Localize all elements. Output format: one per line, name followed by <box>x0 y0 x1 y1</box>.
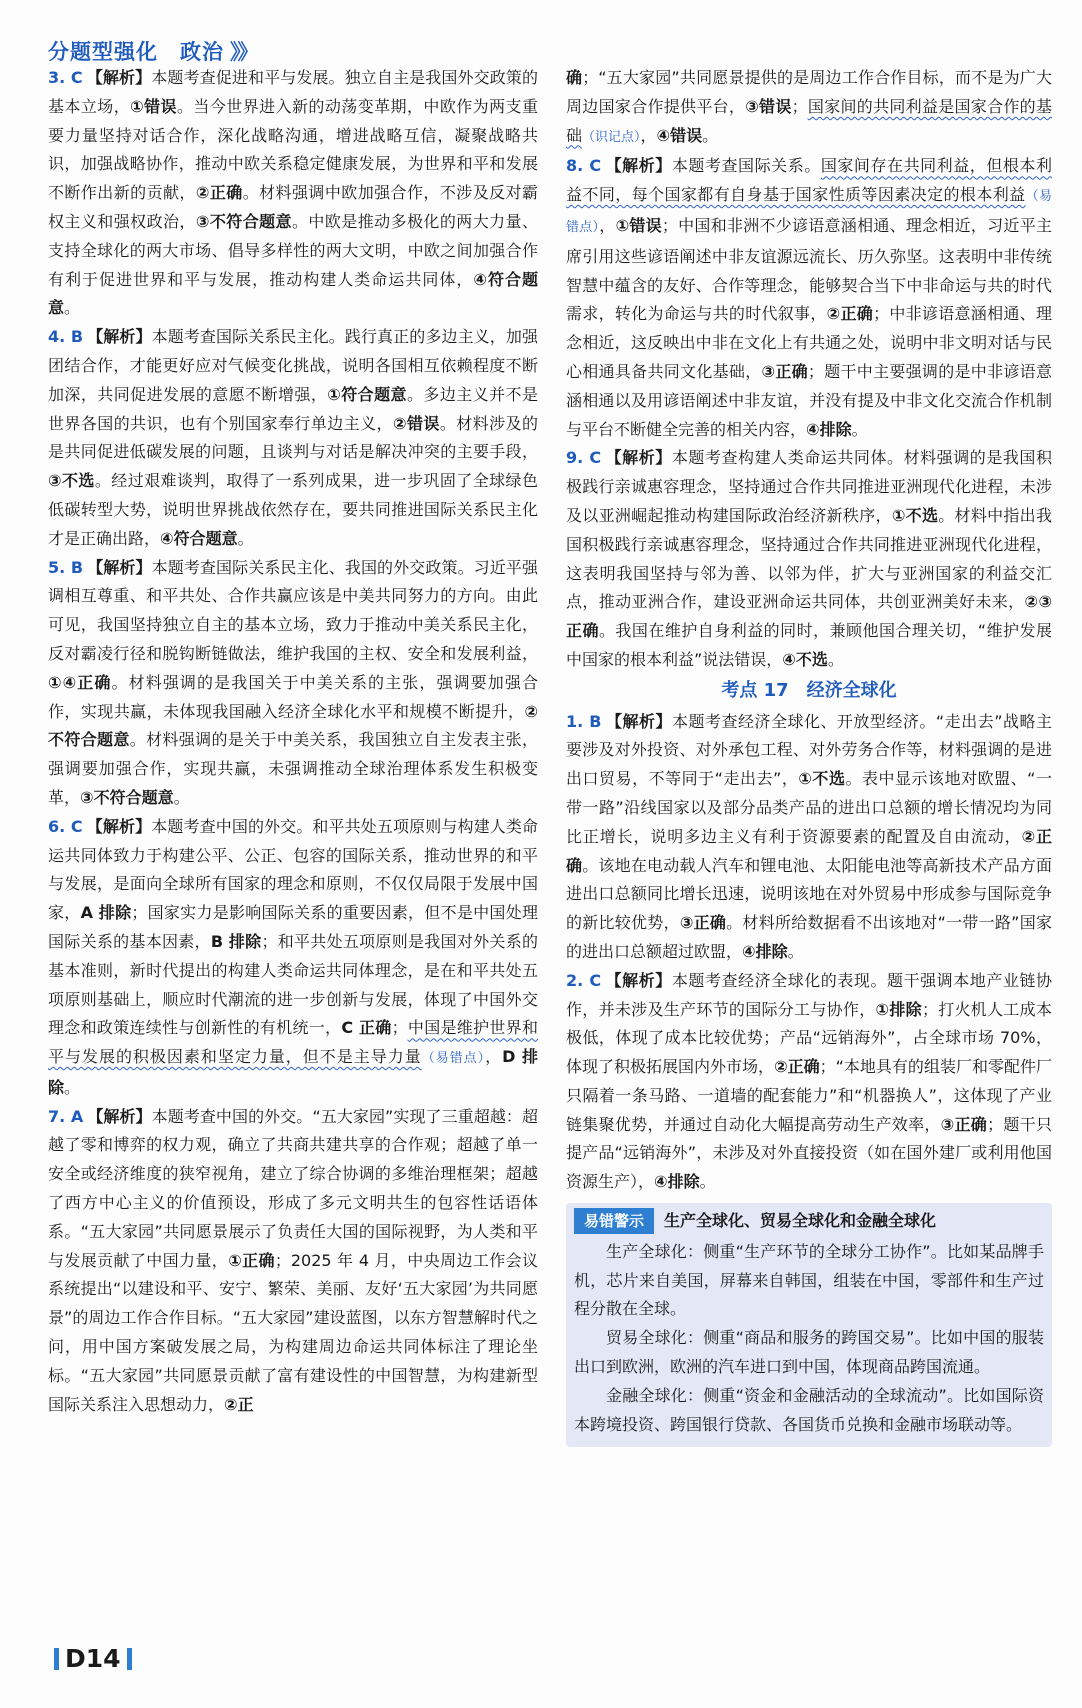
answer-text: ；中国和非洲不少谚语意涵相通、理念相近，习近平主席引用这些谚语阐述中非友谊源远流长、历久弥坚。这表明中非传统智慧中蕴含的友好、合作等理念，能够契合当下中非命运与共的时代需求，转化为命运与共的时代叙事， <box>566 215 1052 324</box>
answer-number: 5. B <box>48 557 84 577</box>
answer-text: 。经过艰难谈判，取得了一系列成果，进一步巩固了全球绿色低碳转型大势，说明世界挑战依然存在，要共同推进国际关系民主化才是正确出路， <box>48 471 538 548</box>
analysis-label: 【解析】 <box>605 711 672 731</box>
answer-text: 。 <box>237 528 254 548</box>
answer-text: ；2025 年 4 月，中央周边工作会议系统提出“以建设和平、安宁、繁荣、美丽、友好‘五大家园’为共同愿景”的周边工作合作目标。“五大家园”建设蓝图，以东方智慧解时代之问，用中国方案破发展之局，为构建周边命运共同体标注了理论坐标。“五大家园”共同愿景贡献了富有建设性的中国智慧，为构建新型国际关系注入思想动力， <box>48 1250 538 1414</box>
answer-text: ；和平共处五项原则是我国对外关系的基本准则，新时代提出的构建人类命运共同体理念，是在和平共处五项原则基础上，顺应时代潮流的进一步创新与发展，体现了中国外交理念和政策连续性与创新性的有机统一， <box>48 931 538 1038</box>
answer-text: 本题考查中国的外交。“五大家园”实现了三重超越：超越了零和博弈的权力观，确立了共商共建共享的合作观；超越了单一安全或经济维度的狭窄视角，建立了综合协调的多维治理框架；超越了西方中心主义的价值预设，形成了多元文明共生的包容性话语体系。“五大家园”共同愿景展示了负责任大国的国际视野，为人类和平与发展贡献了中国力量， <box>48 1106 538 1270</box>
answer-text: 。材料强调的是我国关于中美关系的主张，强调要加强合作，实现共赢，未体现我国融入经济全球化水平和规模不断提升， <box>48 672 538 721</box>
verdict: ④符合题意 <box>48 269 538 318</box>
verdict: 确 <box>566 68 583 87</box>
answer-text: 。材料涉及的是共同促进低碳发展的问题，且谈判与对话是解决冲突的主要手段， <box>48 413 538 462</box>
page-number: D14 <box>65 1644 121 1673</box>
answer-text: 本题考查国际关系民主化、我国的外交政策。习近平强调相互尊重、和平共处、合作共赢应该是中美共同努力的方向。由此可见，我国坚持独立自主的基本立场，致力于推动中美关系民主化，反对霸凌行径和脱钩断链做法，维护我国的主权、安全和发展利益， <box>48 557 538 663</box>
verdict: ②错误 <box>392 413 440 433</box>
answer-text: ； <box>391 1018 408 1038</box>
answer-text: ；中非谚语意涵相通、理念相近，这反映出中非在文化上有共通之处，说明中非文明对话与民心相通具备共同文化基础， <box>566 304 1052 381</box>
analysis-label: 【解析】 <box>86 816 152 836</box>
verdict: ④符合题意 <box>160 528 238 548</box>
answer-number: 8. C <box>566 156 602 176</box>
answer-item-4 <box>48 323 538 553</box>
verdict: A 排除 <box>80 903 132 923</box>
answer-text: 本题考查经济全球化、开放型经济。“走出去”战略主要涉及对外投资、对外承包工程、对外劳务合作等，材料强调的是进出口贸易，不等同于“走出去”， <box>566 711 1052 789</box>
answer-number: 7. A <box>48 1106 84 1126</box>
right-column <box>566 64 1052 1447</box>
verdict: ③不符合题意 <box>80 787 174 807</box>
verdict: ②正确 <box>826 304 874 324</box>
answer-text: ；“本地具有的组装厂和零配件厂只隔着一条马路、一道墙的配套能力”和“机器换人”，这体现了产业链集聚优势，并通过自动化大幅提高劳动生产效率， <box>566 1057 1052 1134</box>
answer-text: ；“五大家园”共同愿景提供的是周边工作合作目标，而不是为广大周边国家合作提供平台， <box>566 68 1052 116</box>
divider-bar <box>127 1648 132 1670</box>
answer-text: 。 <box>699 1172 716 1192</box>
verdict: ②正确 <box>774 1057 820 1077</box>
analysis-label: 【解析】 <box>87 327 152 347</box>
answer-text: ， <box>599 215 616 235</box>
answer-item-s1 <box>566 708 1052 967</box>
answer-text: ；国家实力是影响国际关系的重要因素，但不是中国处理国际关系的基本因素， <box>48 903 538 951</box>
answer-text: 本题考查中国的外交。和平共处五项原则与构建人类命运共同体致力于构建公平、公正、包容的国际关系，推动世界的和平与发展，是面向全球所有国家的理念和原则，不仅仅局限于发展中国家， <box>48 816 538 923</box>
answer-number: 9. C <box>566 448 602 468</box>
analysis-label: 【解析】 <box>605 448 672 468</box>
answer-number: 1. B <box>566 711 602 731</box>
verdict: ①排除 <box>875 999 922 1019</box>
verdict: ②不符合题意 <box>48 701 538 750</box>
page-header <box>48 36 256 66</box>
answer-number: 4. B <box>48 327 84 347</box>
answer-number: 3. C <box>48 68 83 87</box>
answer-text: 。 <box>787 941 804 961</box>
verdict: ③不选 <box>48 471 95 491</box>
verdict: ②正 <box>224 1394 254 1414</box>
note-tag: （识记点） <box>582 129 641 145</box>
answer-number: 6. C <box>48 816 83 836</box>
verdict: ①④正确 <box>48 672 112 692</box>
key-point-underline: 国家间的共同利益是国家合作的基础 <box>566 96 1052 145</box>
answer-item-3 <box>48 64 538 323</box>
warning-paragraph: 生产全球化：侧重“生产环节的全球分工协作”。比如某品牌手机，芯片来自美国，屏幕来自韩国，组装在中国，零部件和生产过程分散在全球。 <box>574 1241 1044 1319</box>
warning-header <box>574 1207 1044 1236</box>
verdict: ①不选 <box>798 769 846 789</box>
answer-text: 。当今世界进入新的动荡变革期，中欧作为两支重要力量坚持对话合作，深化战略沟通，增进战略互信，凝聚战略共识，加强战略协作，推动中欧关系稳定健康发展，为世界和平和发展不断作出新的贡献， <box>48 96 538 203</box>
answer-text: 。 <box>173 787 190 807</box>
header-title: 分题型强化 政治 <box>48 40 224 64</box>
answer-text: 。材料强调的是关于中美关系，我国独立自主发表主张，强调要加强合作，实现共赢，未强调推动全球治理体系发生积极变革， <box>48 730 538 807</box>
verdict: C 正确 <box>341 1018 392 1038</box>
answer-text: 本题考查经济全球化的表现。题干强调本地产业链协作，并未涉及生产环节的国际分工与协作， <box>566 970 1052 1019</box>
verdict: ④排除 <box>806 419 852 439</box>
verdict: ①不选 <box>891 505 939 525</box>
answer-item-5 <box>48 554 538 813</box>
answer-text: ， <box>640 125 657 145</box>
answer-text: 。该地在电动载人汽车和锂电池、太阳能电池等高新技术产品方面进出口总额同比增长迅速，说明该地在对外贸易中形成参与国际竞争的新比较优势， <box>566 855 1052 933</box>
warning-paragraph: 贸易全球化：侧重“商品和服务的跨国交易”。比如中国的服装出口到欧洲，欧洲的汽车进口到中国，体现商品跨国流通。 <box>574 1328 1044 1377</box>
answer-text: 本题考查构建人类命运共同体。材料强调的是我国积极践行亲诚惠容理念，坚持通过合作共同推进亚洲现代化进程，未涉及以亚洲崛起推动构建国际政治经济新秩序， <box>566 448 1052 525</box>
answer-text: 。 <box>64 1077 81 1097</box>
error-warning-box <box>566 1203 1052 1447</box>
verdict: ③正确 <box>761 361 808 381</box>
answer-text: 。 <box>64 298 81 318</box>
note-tag: （易错点） <box>566 189 1052 235</box>
analysis-label: 【解析】 <box>87 1106 152 1126</box>
answer-text: 。多边主义并不是世界各国的共识，也有个别国家奉行单边主义， <box>48 384 538 433</box>
answer-text: 。材料所给数据看不出该地对“一带一路”国家的进出口总额超过欧盟， <box>566 913 1052 961</box>
verdict: ③错误 <box>745 96 792 116</box>
answer-item-8 <box>566 152 1052 444</box>
answer-text: 本题考查国际关系民主化。践行真正的多边主义，加强团结合作，才能更好应对气候变化挑战，说明各国相互依赖程度不断加深，共同促进发展的意愿不断增强， <box>48 327 538 404</box>
answer-text: ；题干只提产品“远销海外”，未涉及对外直接投资（如在国外建厂或利用他国资源生产）， <box>566 1114 1052 1192</box>
answer-text: 。表中显示该地对欧盟、“一带一路”沿线国家以及部分品类产品的进出口总额的增长情况均为同比正增长，说明多边主义有利于资源要素的配置及自由流动， <box>566 769 1052 846</box>
verdict: ④错误 <box>656 125 703 145</box>
answer-text: ， <box>485 1047 503 1067</box>
answer-text: 本题考查促进和平与发展。独立自主是我国外交政策的基本立场， <box>48 68 538 116</box>
answer-item-s2 <box>566 967 1052 1197</box>
analysis-label: 【解析】 <box>605 970 672 990</box>
answer-text: 。 <box>827 649 844 669</box>
answer-text: 。材料强调中欧加强合作，不涉及反对霸权主义和强权政治， <box>48 183 538 231</box>
chevron-right-icon: 》》 <box>230 40 256 64</box>
verdict: ②正确 <box>566 826 1052 875</box>
analysis-label: 【解析】 <box>87 557 152 577</box>
verdict: ②③正确 <box>566 592 1053 641</box>
answer-item-7 <box>48 1103 538 1420</box>
verdict: ④不选 <box>782 649 828 669</box>
answer-text: 本题考查国际关系。 <box>671 156 821 176</box>
verdict: ②正确 <box>195 183 243 203</box>
answer-item-9 <box>566 444 1052 674</box>
divider-bar <box>54 1648 59 1670</box>
warning-paragraph: 金融全球化：侧重“资金和金融活动的全球流动”。比如国际资本跨境投资、跨国银行贷款、各国货币兑换和金融市场联动等。 <box>574 1385 1044 1434</box>
answer-text: ； <box>791 96 808 116</box>
answer-text: 。中欧是推动多极化的两大力量、支持全球化的两大市场、倡导多样性的两大文明，中欧之间加强合作有利于促进世界和平与发展，推动构建人类命运共同体， <box>48 211 538 289</box>
answer-text: 。 <box>851 419 868 439</box>
verdict: ①正确 <box>228 1250 275 1270</box>
answer-text: ；题干中主要强调的是中非谚语意涵相通以及用谚语阐述中非友谊，并没有提及中非文化交流合作机制与平台不断健全完善的相关内容， <box>566 361 1052 439</box>
verdict: ①符合题意 <box>327 384 407 404</box>
analysis-label: 【解析】 <box>86 68 152 87</box>
analysis-label: 【解析】 <box>605 156 672 176</box>
key-point-underline: 中国是维护世界和平与发展的积极因素和坚定力量，但不是主导力量 <box>48 1018 538 1067</box>
answer-item-7-continued <box>566 64 1052 152</box>
answer-number: 2. C <box>566 970 602 990</box>
answer-text: 。材料中指出我国积极践行亲诚惠容理念，坚持通过合作共同推进亚洲现代化进程，这表明我国坚持与邻为善、以邻为伴，扩大与亚洲国家的利益交汇点，推动亚洲合作，建设亚洲命运共同体，共创亚洲美好未来， <box>566 505 1052 612</box>
answer-text: ；打火机人工成本极低，体现了成本比较优势；产品“远销海外”，占全球市场 70%，体现了积极拓展国内外市场， <box>566 999 1052 1077</box>
warning-label: 易错警示 <box>574 1208 654 1234</box>
verdict: ①错误 <box>615 215 662 235</box>
verdict: ③正确 <box>679 913 727 933</box>
verdict: B 排除 <box>210 931 262 951</box>
verdict: ④排除 <box>654 1172 700 1192</box>
key-point-underline: 国家间存在共同利益，但根本利益不同，每个国家都有自身基于国家性质等因素决定的根本利益 <box>566 156 1052 205</box>
answer-item-6 <box>48 813 538 1103</box>
answer-text: 。 <box>702 125 719 145</box>
left-column <box>48 64 538 1419</box>
note-tag: （易错点） <box>421 1051 486 1067</box>
section-title: 考点 17 经济全球化 <box>721 679 897 701</box>
verdict: ③正确 <box>940 1114 988 1134</box>
verdict: ④排除 <box>742 941 788 961</box>
answer-text: 。我国在维护自身利益的同时，兼顾他国合理关切，“维护发展中国家的根本利益”说法错误， <box>566 621 1052 669</box>
warning-title: 生产全球化、贸易全球化和金融全球化 <box>664 1211 937 1231</box>
verdict: ①错误 <box>130 96 177 116</box>
verdict: D 排除 <box>48 1047 538 1097</box>
page-footer <box>48 1644 138 1673</box>
verdict: ③不符合题意 <box>195 211 292 231</box>
